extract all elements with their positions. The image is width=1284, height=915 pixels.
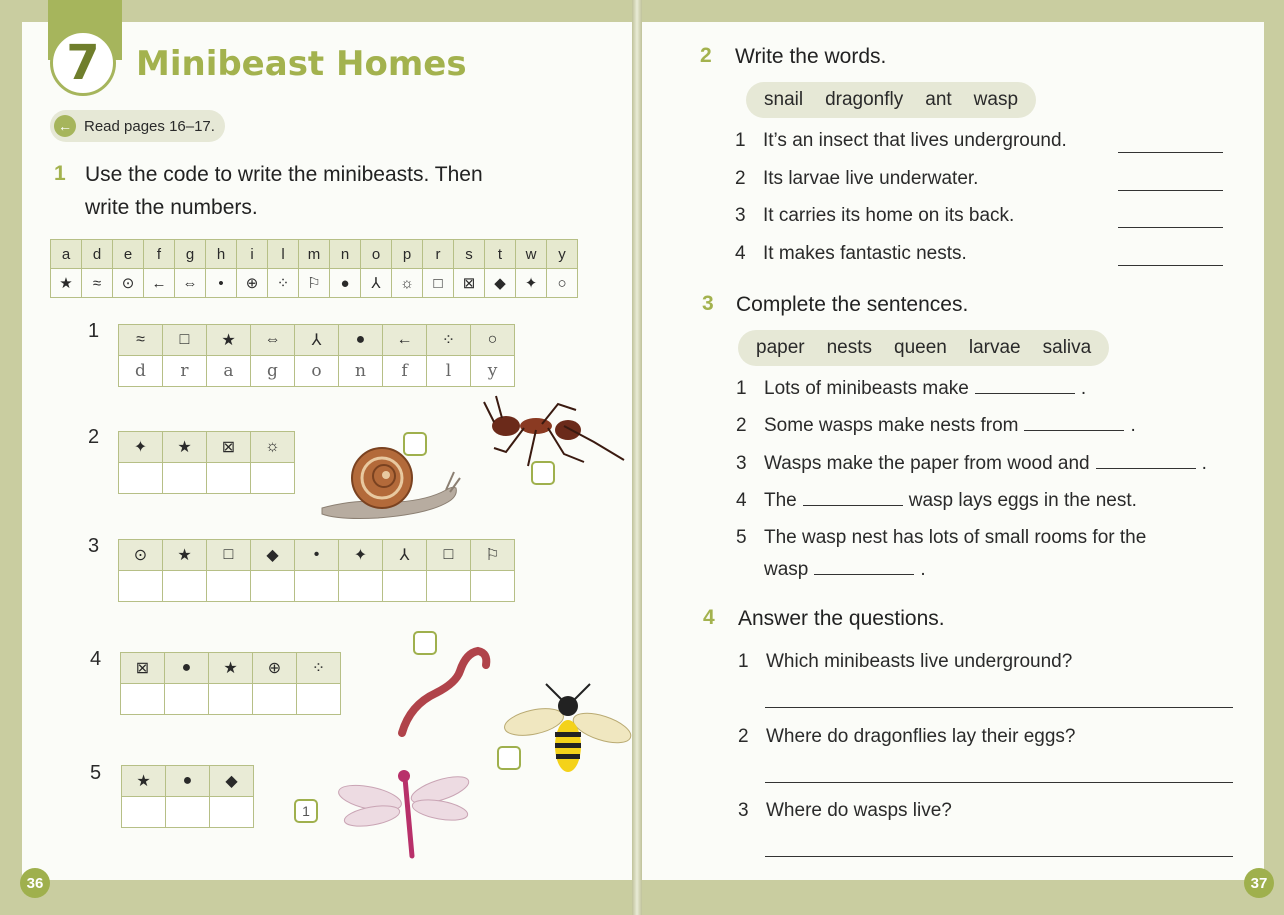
item-number: 3	[738, 800, 749, 821]
exercise-symbol: ◆	[210, 766, 254, 797]
page-number-left: 36	[20, 868, 50, 898]
code-symbol: ⁘	[268, 269, 299, 298]
item-number: 4	[736, 490, 747, 511]
exercise-symbol: •	[295, 540, 339, 571]
exercise-symbol-row	[121, 653, 341, 684]
code-symbol: ✦	[516, 269, 547, 298]
exercise-symbol-row	[122, 766, 254, 797]
code-letter: y	[547, 240, 578, 269]
answer-blank[interactable]	[1096, 452, 1196, 469]
exercise-symbol: ⁘	[297, 653, 341, 684]
item-text: It makes fantastic nests.	[763, 243, 967, 264]
exercise-number-5: 5	[90, 762, 102, 784]
item-number: 1	[735, 130, 746, 151]
exercise-symbol: ○	[471, 325, 515, 356]
exercise-answer-row	[119, 463, 295, 494]
code-letter: h	[206, 240, 237, 269]
exercise-answer-cell[interactable]	[251, 571, 295, 602]
q2-item	[735, 243, 967, 265]
item-text-before: Wasps make the paper from wood and	[764, 453, 1090, 474]
exercise-answer-cell[interactable]: f	[383, 356, 427, 387]
code-symbol: ⇔	[175, 269, 206, 298]
code-letter: a	[51, 240, 82, 269]
answer-line[interactable]	[1118, 265, 1223, 266]
exercise-symbol-row	[119, 540, 515, 571]
code-symbol: ⅄	[361, 269, 392, 298]
item-number: 3	[736, 453, 747, 474]
exercise-symbol: ⚐	[471, 540, 515, 571]
exercise-answer-cell[interactable]: r	[163, 356, 207, 387]
ant-illustration	[484, 396, 629, 471]
word-option: nests	[826, 337, 873, 358]
q1-text-line1: Use the code to write the minibeasts. Then	[85, 163, 483, 186]
exercise-symbol: ★	[163, 432, 207, 463]
exercise-answer-cell[interactable]	[207, 463, 251, 494]
code-symbol: ⚐	[299, 269, 330, 298]
item-text-before: Lots of minibeasts make	[764, 378, 969, 399]
snail-illustration	[318, 440, 463, 525]
answer-blank[interactable]	[803, 489, 903, 506]
item-text-after: .	[1130, 415, 1136, 436]
q4-item	[738, 800, 952, 822]
exercise-symbol: ★	[163, 540, 207, 571]
code-symbols-row	[51, 269, 578, 298]
q4-title: Answer the questions.	[738, 607, 945, 630]
code-letter: o	[361, 240, 392, 269]
code-symbol: ←	[144, 269, 175, 298]
q1-text-line2: write the numbers.	[85, 196, 258, 219]
read-pages-text: Read pages 16–17.	[84, 117, 215, 135]
code-letter: t	[485, 240, 516, 269]
exercise-answer-cell[interactable]	[209, 684, 253, 715]
item-number: 2	[735, 168, 746, 189]
item-number: 5	[736, 527, 747, 548]
code-symbol: ○	[547, 269, 578, 298]
exercise-symbol: ⊕	[253, 653, 297, 684]
exercise-answer-cell[interactable]	[165, 684, 209, 715]
exercise-number-1: 1	[88, 320, 100, 342]
exercise-table-3	[118, 539, 515, 602]
exercise-answer-cell[interactable]	[122, 797, 166, 828]
code-symbol: □	[423, 269, 454, 298]
word-option: snail	[764, 89, 804, 110]
code-letter: m	[299, 240, 330, 269]
exercise-symbol-row	[119, 432, 295, 463]
exercise-number-3: 3	[88, 535, 100, 557]
item-text-before: wasp	[764, 559, 809, 580]
exercise-table-1	[118, 324, 515, 387]
code-symbol: ◆	[485, 269, 516, 298]
wasp-illustration	[504, 680, 634, 780]
code-letter: g	[175, 240, 206, 269]
q2-word-box	[746, 82, 1036, 118]
exercise-symbol: ✦	[339, 540, 383, 571]
word-option: ant	[925, 89, 952, 110]
exercise-symbol: ⇔	[251, 325, 295, 356]
exercise-answer-cell[interactable]	[119, 571, 163, 602]
code-letter: p	[392, 240, 423, 269]
item-number: 4	[735, 243, 746, 264]
exercise-symbol: ●	[165, 653, 209, 684]
exercise-answer-cell[interactable]	[383, 571, 427, 602]
code-letter: i	[237, 240, 268, 269]
exercise-answer-cell[interactable]	[295, 571, 339, 602]
dragonfly-illustration	[340, 768, 475, 858]
q3-word-box	[738, 330, 1109, 366]
exercise-answer-row	[119, 356, 515, 387]
exercise-symbol: ●	[166, 766, 210, 797]
item-text-after: .	[920, 559, 926, 580]
code-letter: d	[82, 240, 113, 269]
code-letter: r	[423, 240, 454, 269]
exercise-answer-row	[119, 571, 515, 602]
exercise-symbol: □	[207, 540, 251, 571]
item-text: Which minibeasts live underground?	[766, 651, 1073, 672]
exercise-answer-cell[interactable]	[207, 571, 251, 602]
exercise-symbol: ⅄	[295, 325, 339, 356]
exercise-symbol: ⁘	[427, 325, 471, 356]
item-text: It carries its home on its back.	[763, 205, 1015, 226]
exercise-answer-cell[interactable]	[251, 463, 295, 494]
exercise-symbol: ★	[209, 653, 253, 684]
code-letters-row	[51, 240, 578, 269]
code-letter: w	[516, 240, 547, 269]
code-symbol: ⊕	[237, 269, 268, 298]
exercise-answer-cell[interactable]: g	[251, 356, 295, 387]
exercise-symbol: ★	[207, 325, 251, 356]
exercise-answer-cell[interactable]	[427, 571, 471, 602]
exercise-symbol: ⅄	[383, 540, 427, 571]
q2-item	[735, 130, 1067, 152]
code-symbol: ●	[330, 269, 361, 298]
q4-item	[738, 651, 1072, 673]
word-option: paper	[756, 337, 805, 358]
exercise-answer-cell[interactable]	[210, 797, 254, 828]
code-letter: n	[330, 240, 361, 269]
q4-item	[738, 726, 1075, 748]
code-letter: l	[268, 240, 299, 269]
q3-item	[736, 377, 1086, 400]
exercise-symbol-row	[119, 325, 515, 356]
exercise-number-2: 2	[88, 426, 100, 448]
code-letter: s	[454, 240, 485, 269]
q1-number: 1	[54, 162, 66, 185]
q4-number: 4	[703, 606, 715, 629]
code-symbol: ☼	[392, 269, 423, 298]
item-number: 2	[736, 415, 747, 436]
exercise-symbol: ⊠	[121, 653, 165, 684]
item-text-before: The wasp nest has lots of small rooms for the	[764, 527, 1147, 548]
exercise-symbol: ←	[383, 325, 427, 356]
q3-item-5-continued	[764, 558, 926, 581]
exercise-symbol: ●	[339, 325, 383, 356]
answer-line[interactable]	[765, 707, 1233, 708]
code-table	[50, 239, 578, 298]
item-text: Where do dragonflies lay their eggs?	[766, 726, 1076, 747]
exercise-answer-cell[interactable]	[339, 571, 383, 602]
exercise-answer-row	[121, 684, 341, 715]
code-letter: e	[113, 240, 144, 269]
read-pages-pill	[50, 110, 225, 142]
exercise-answer-cell[interactable]	[471, 571, 515, 602]
exercise-answer-cell[interactable]	[163, 571, 207, 602]
item-number: 1	[736, 378, 747, 399]
exercise-symbol: ✦	[119, 432, 163, 463]
exercise-symbol: ◆	[251, 540, 295, 571]
exercise-symbol: ⊙	[119, 540, 163, 571]
unit-number: 7	[66, 35, 100, 91]
worm-illustration	[396, 645, 492, 740]
word-option: queen	[894, 337, 947, 358]
exercise-answer-cell[interactable]	[121, 684, 165, 715]
code-symbol: ★	[51, 269, 82, 298]
exercise-answer-row	[122, 797, 254, 828]
item-number: 1	[738, 651, 749, 672]
exercise-answer-cell[interactable]	[119, 463, 163, 494]
q3-item	[736, 527, 1146, 549]
item-text: It’s an insect that lives underground.	[763, 130, 1067, 151]
q2-number: 2	[700, 44, 712, 67]
answer-line[interactable]	[1118, 190, 1223, 191]
answer-line[interactable]	[1118, 227, 1223, 228]
exercise-answer-cell[interactable]	[253, 684, 297, 715]
exercise-table-4	[120, 652, 341, 715]
exercise-answer-cell[interactable]: y	[471, 356, 515, 387]
code-letter: f	[144, 240, 175, 269]
item-number: 3	[735, 205, 746, 226]
exercise-answer-cell[interactable]	[163, 463, 207, 494]
item-text-before: Some wasps make nests from	[764, 415, 1019, 436]
exercise-answer-cell[interactable]: o	[295, 356, 339, 387]
answer-blank[interactable]	[1024, 414, 1124, 431]
exercise-answer-cell[interactable]	[166, 797, 210, 828]
answer-blank[interactable]	[814, 558, 914, 575]
dragonfly-number-box[interactable]	[294, 799, 318, 823]
word-option: larvae	[968, 337, 1021, 358]
word-option: dragonfly	[825, 89, 904, 110]
item-text: Its larvae live underwater.	[763, 168, 979, 189]
answer-line[interactable]	[765, 782, 1233, 783]
exercise-symbol: ★	[122, 766, 166, 797]
item-text: Where do wasps live?	[766, 800, 952, 821]
q2-item	[735, 205, 1014, 227]
item-text-after: wasp lays eggs in the nest.	[908, 490, 1137, 511]
answer-line[interactable]	[1118, 152, 1223, 153]
page-number-right: 37	[1244, 868, 1274, 898]
exercise-answer-cell[interactable]: n	[339, 356, 383, 387]
exercise-answer-cell[interactable]	[297, 684, 341, 715]
exercise-answer-cell[interactable]: d	[119, 356, 163, 387]
code-symbol: •	[206, 269, 237, 298]
code-symbol: ⊙	[113, 269, 144, 298]
exercise-answer-cell[interactable]: l	[427, 356, 471, 387]
answer-line[interactable]	[765, 856, 1233, 857]
unit-number-badge	[50, 30, 116, 96]
exercise-number-4: 4	[90, 648, 102, 670]
exercise-answer-cell[interactable]: a	[207, 356, 251, 387]
item-number: 2	[738, 726, 749, 747]
answer-blank[interactable]	[975, 377, 1075, 394]
exercise-symbol: □	[163, 325, 207, 356]
exercise-table-2	[118, 431, 295, 494]
code-symbol: ≈	[82, 269, 113, 298]
arrow-left-icon: ←	[54, 115, 76, 137]
exercise-symbol: ⊠	[207, 432, 251, 463]
q3-item	[736, 489, 1137, 512]
q2-title: Write the words.	[735, 45, 887, 68]
q3-number: 3	[702, 292, 714, 315]
exercise-symbol: ≈	[119, 325, 163, 356]
page-title: Minibeast Homes	[136, 44, 467, 84]
word-option: saliva	[1042, 337, 1092, 358]
q3-item	[736, 452, 1207, 475]
item-text-after: .	[1201, 453, 1207, 474]
code-symbol: ⊠	[454, 269, 485, 298]
item-text-after: .	[1080, 378, 1087, 399]
q3-item	[736, 414, 1136, 437]
dragonfly-box-value: 1	[302, 803, 310, 819]
q2-item	[735, 168, 978, 190]
q3-title: Complete the sentences.	[736, 293, 969, 316]
exercise-symbol: ☼	[251, 432, 295, 463]
word-option: wasp	[973, 89, 1019, 110]
exercise-symbol: □	[427, 540, 471, 571]
exercise-table-5	[121, 765, 254, 828]
item-text-before: The	[764, 490, 797, 511]
